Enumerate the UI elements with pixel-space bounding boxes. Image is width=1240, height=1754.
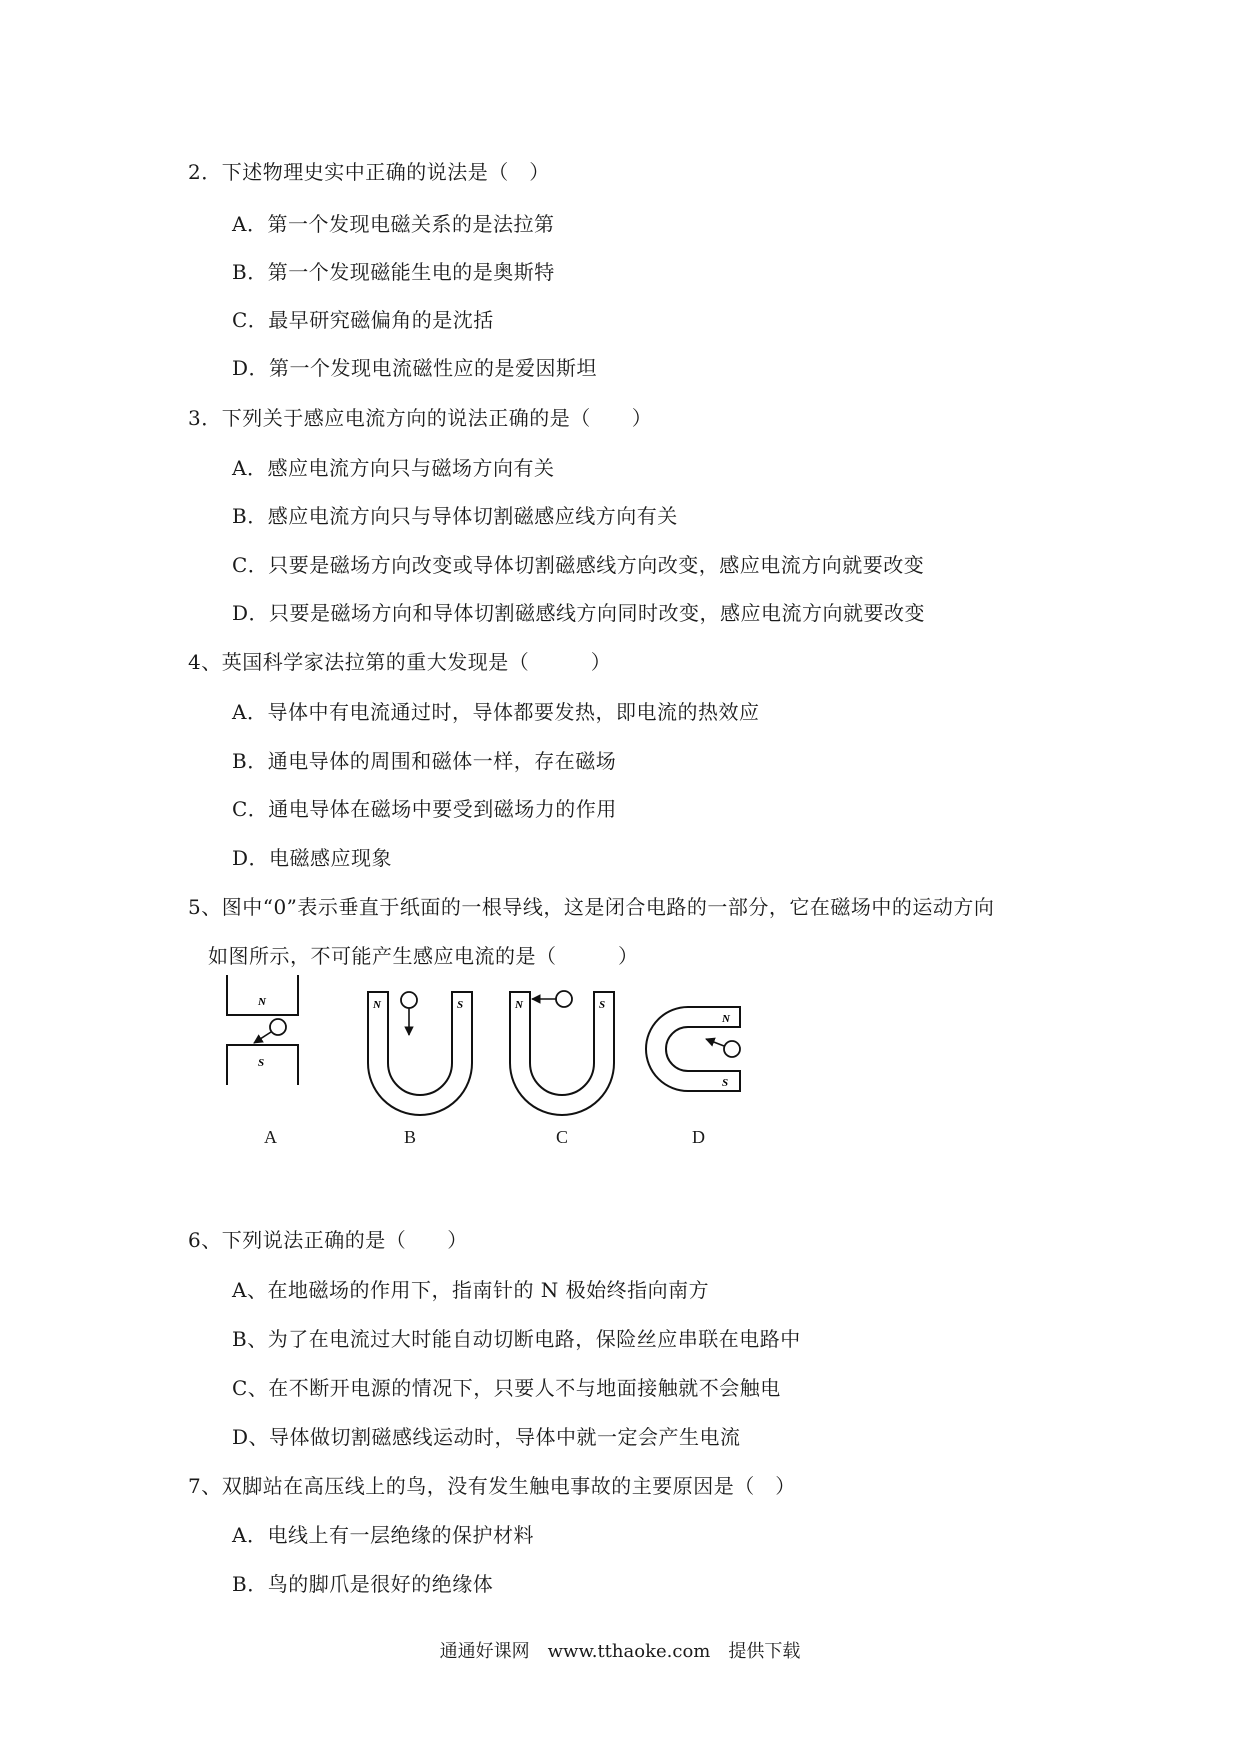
question-6-option-c: C、在不断开电源的情况下，只要人不与地面接触就不会触电 [232, 1376, 781, 1400]
question-4-stem: 4、英国科学家法拉第的重大发现是（ ） [188, 650, 612, 674]
motion-arrow-a [254, 1032, 271, 1043]
question-3-option-d: D．只要是磁场方向和导体切割磁感线方向同时改变，感应电流方向就要改变 [232, 601, 926, 625]
question-5-stem: 5、图中“0”表示垂直于纸面的一根导线，这是闭合电路的一部分，它在磁场中的运动方向 [188, 895, 995, 919]
question-5-figure [210, 975, 850, 1185]
figure-label-b: B [404, 1127, 417, 1147]
pole-d-n: N [722, 1013, 730, 1025]
figure-a [227, 975, 298, 1085]
question-2-option-d: D．第一个发现电流磁性应的是爱因斯坦 [232, 356, 598, 380]
wire-b [401, 992, 417, 1008]
question-3-stem: 3．下列关于感应电流方向的说法正确的是（ ） [188, 406, 653, 430]
magnet-a-north [227, 975, 298, 1015]
question-2-stem: 2．下述物理史实中正确的说法是（ ） [188, 160, 550, 184]
pole-a-s: S [258, 1057, 265, 1069]
page-footer: 通通好课网 www.tthaoke.com 提供下载 [439, 1641, 801, 1662]
question-3-option-c: C．只要是磁场方向改变或导体切割磁感线方向改变，感应电流方向就要改变 [232, 553, 925, 577]
wire-a [270, 1019, 286, 1035]
figure-b [368, 992, 472, 1115]
question-3-option-a: A．感应电流方向只与磁场方向有关 [232, 456, 555, 480]
magnet-diagram [210, 975, 850, 1185]
pole-c-n: N [515, 999, 523, 1011]
wire-c [556, 991, 572, 1007]
question-6-stem: 6、下列说法正确的是（ ） [188, 1228, 468, 1252]
figure-label-a: A [264, 1127, 277, 1147]
pole-c-s: S [599, 999, 606, 1011]
figure-d [646, 1007, 740, 1091]
question-3-option-b: B．感应电流方向只与导体切割磁感应线方向有关 [232, 504, 678, 528]
pole-d-s: S [722, 1077, 729, 1089]
question-2-option-c: C．最早研究磁偏角的是沈括 [232, 308, 494, 332]
question-4-option-a: A．导体中有电流通过时，导体都要发热，即电流的热效应 [232, 700, 760, 724]
wire-d [724, 1041, 740, 1057]
figure-c [510, 991, 614, 1115]
question-2-option-a: A．第一个发现电磁关系的是法拉第 [232, 212, 555, 236]
figure-label-d: D [692, 1127, 705, 1147]
motion-arrow-d [706, 1039, 724, 1046]
pole-b-n: N [373, 999, 381, 1011]
question-2-option-b: B．第一个发现磁能生电的是奥斯特 [232, 260, 555, 284]
question-7-stem: 7、双脚站在高压线上的鸟，没有发生触电事故的主要原因是（ ） [188, 1474, 796, 1498]
pole-a-n: N [258, 996, 266, 1008]
question-7-option-a: A．电线上有一层绝缘的保护材料 [232, 1523, 534, 1547]
question-6-option-d: D、导体做切割磁感线运动时，导体中就一定会产生电流 [232, 1425, 741, 1449]
question-4-option-c: C．通电导体在磁场中要受到磁场力的作用 [232, 797, 617, 821]
question-5-stem-continued: 如图所示，不可能产生感应电流的是（ ） [208, 944, 639, 968]
question-6-option-a: A、在地磁场的作用下，指南针的 N 极始终指向南方 [232, 1278, 710, 1302]
question-6-option-b: B、为了在电流过大时能自动切断电路，保险丝应串联在电路中 [232, 1327, 801, 1351]
question-7-option-b: B．鸟的脚爪是很好的绝缘体 [232, 1572, 494, 1596]
question-4-option-d: D．电磁感应现象 [232, 846, 393, 870]
question-4-option-b: B．通电导体的周围和磁体一样，存在磁场 [232, 749, 617, 773]
figure-label-c: C [556, 1127, 569, 1147]
pole-b-s: S [457, 999, 464, 1011]
